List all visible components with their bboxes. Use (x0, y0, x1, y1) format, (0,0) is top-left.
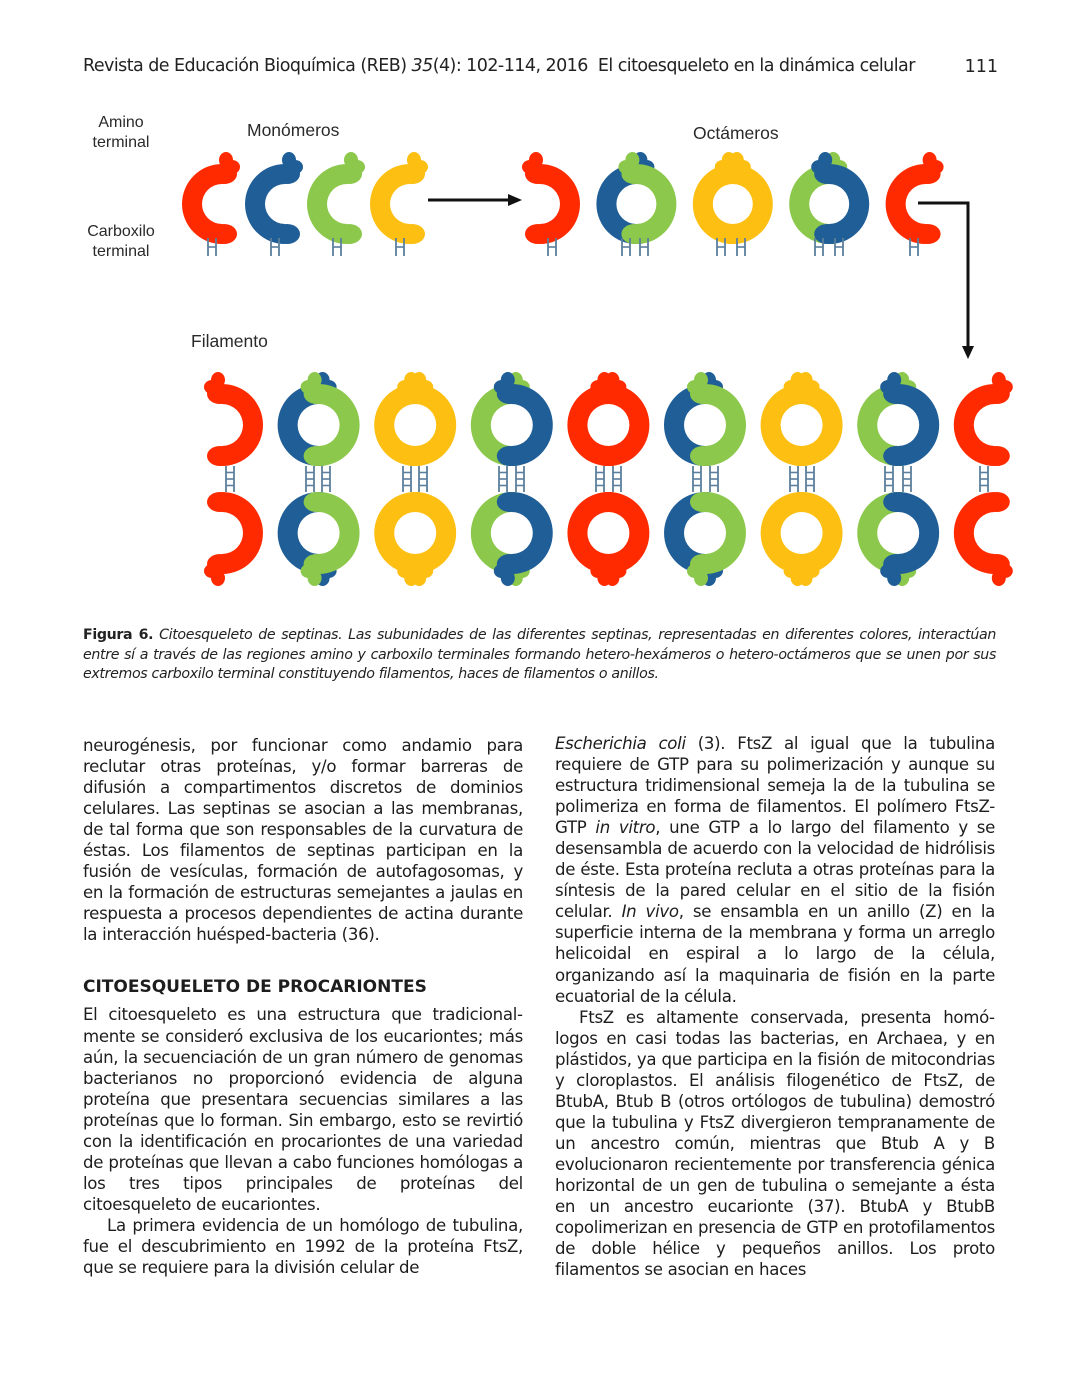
#1f5e96-septin-subunit (494, 372, 553, 466)
#fcbf12-septin-subunit (397, 372, 456, 466)
carboxyl-linker-icon (419, 466, 427, 492)
#1f5e96-septin-subunit (880, 492, 939, 586)
journal-name: Revista de Educación Bioquímica (REB) (83, 56, 412, 76)
section-heading: CITOESQUELETO DE PROCARIONTES (83, 977, 427, 998)
carboxyl-linker-icon (693, 466, 701, 492)
#ff2a00-septin-subunit (954, 492, 1013, 586)
journal-volume: 35 (411, 56, 433, 76)
#1f5e96-septin-subunit (880, 372, 939, 466)
right-p1-text-a: (3). FtsZ al igual que la tubulina requiere de GTP para su polimerización y aunque su estructura tridimensional semeja la de la tubulina se polimeriza en forma de filamentos. El polímero FtsZ-GTP (555, 734, 995, 838)
left-paragraph-2: El citoesqueleto es una estructura que tradicionalmente se consideró exclusiva de los eucariontes; más aún, la secuenciación de un gran número de genomas bacterianos no proporcionó evidencia de alguna proteína que presentara secuencias similares a las proteínas que lo forman. Sin embargo, esto se revirtió con la identificación en procariontes de una variedad de proteínas que llevan a cabo funciones homólogas a los tres tipos principales de proteínas del citoesqueleto de eucariontes. (83, 1005, 523, 1214)
in-vivo-term: In vivo (621, 902, 679, 922)
page-number: 111 (964, 57, 998, 77)
amino-label-line2: terminal (92, 134, 150, 151)
#ff2a00-septin-subunit (590, 492, 649, 586)
carboxyl-linker-icon (806, 466, 814, 492)
#8cc84b-septin-subunit (307, 152, 365, 244)
in-vitro-term: in vitro (595, 818, 656, 838)
#1f5e96-septin-subunit (245, 152, 303, 244)
carboxyl-linker-icon (980, 466, 988, 492)
monomeros-label: Monómeros (247, 120, 340, 140)
amino-label-line1: Amino (98, 114, 144, 131)
#8cc84b-septin-subunit (301, 372, 360, 466)
filamento-label: Filamento (191, 331, 268, 351)
left-column (83, 735, 523, 1278)
arrow-down-icon (962, 346, 974, 359)
caption-label: Figura 6. (83, 627, 154, 643)
right-p1-text-b: , une GTP a lo largo del filamento y se desensambla de acuerdo con la velocidad de hidrólisis de éste. Esta proteína recluta a otras proteínas para la síntesis de la pared celular en el sitio de la fisión celular. (555, 818, 996, 922)
carboxilo-label-line2: terminal (92, 243, 150, 260)
carboxilo-label-line1: Carboxilo (87, 223, 155, 240)
amino-terminal-label (82, 113, 160, 153)
carboxyl-linker-icon (903, 466, 911, 492)
caption-text: Citoesqueleto de septinas. Las subunidades de las diferentes septinas, representadas en diferentes colores, interactúan entre sí a través de las regiones amino y carboxilo terminales formando hetero-hexámeros o hetero-octámeros que se unen por sus extremos carboxilo terminal constituyendo filamentos, haces de filamentos o anillos. (83, 627, 996, 682)
running-title: El citoesqueleto en la dinámica celular (597, 56, 915, 76)
right-column (555, 733, 995, 1280)
arrow-right-icon (508, 194, 522, 206)
#ff2a00-septin-subunit (204, 492, 263, 586)
carboxyl-linker-icon (322, 466, 330, 492)
#ff2a00-septin-subunit (182, 152, 240, 244)
#8cc84b-septin-subunit (301, 492, 360, 586)
septin-diagram (0, 0, 1080, 600)
carboxyl-linker-icon (790, 466, 798, 492)
carboxyl-linker-icon (885, 466, 893, 492)
carboxyl-linker-icon (613, 466, 621, 492)
#fcbf12-septin-subunit (397, 492, 456, 586)
#ff2a00-septin-subunit (590, 372, 649, 466)
#ff2a00-septin-subunit (954, 372, 1013, 466)
#ff2a00-septin-subunit (204, 372, 263, 466)
#fcbf12-septin-subunit (784, 492, 843, 586)
#8cc84b-septin-subunit (618, 152, 676, 244)
carboxyl-linker-icon (596, 466, 604, 492)
#fcbf12-septin-subunit (370, 152, 428, 244)
right-paragraph-2: FtsZ es altamente conservada, presenta homólogos en casi todas las bacterias, en Archaea, y en plástidos, ya que participa en la fisión de mitocondrias y cloroplastos. El análisis filogenético de FtsZ, de BtubA, Btub B (otros ortólogos de tubulina) demostró que la tubulina y FtsZ divergieron tempranamente de un ancestro común, mientras que Btub A y B evolucionaron recientemente por transferencia génica horizontal de un gen de tubulina o semejante a ésta en un ancestro eucarionte (37). BtubA y BtubB copolimerizan en presencia de GTP en protofilamentos de doble hélice y pequeños anillos. Los proto filamentos se asocian en haces (555, 1007, 995, 1280)
journal-issue: (4): 102-114, 2016 (432, 56, 588, 76)
carboxyl-linker-icon (516, 466, 524, 492)
carboxyl-linker-icon (499, 466, 507, 492)
#fcbf12-septin-subunit (784, 372, 843, 466)
right-paragraph-1 (555, 733, 995, 1007)
figure-caption (83, 626, 996, 685)
#fcbf12-septin-subunit (715, 152, 773, 244)
octameros-label: Octámeros (693, 123, 779, 143)
#ff2a00-septin-subunit (886, 152, 944, 244)
right-p1-text-c: , se ensambla en un anillo (Z) en la superficie interna de la membrana y forma un arreglo helicoidal en espiral a lo largo de la célula, organizando así la maquinaria de fisión en la parte ecuatorial de la célula. (555, 902, 995, 1006)
carboxyl-linker-icon (226, 466, 234, 492)
carboxyl-linker-icon (403, 466, 411, 492)
#8cc84b-septin-subunit (687, 372, 746, 466)
figure-6 (0, 0, 1080, 600)
carboxilo-terminal-label (80, 222, 162, 262)
#ff2a00-septin-subunit (522, 152, 580, 244)
#8cc84b-septin-subunit (687, 492, 746, 586)
species-name: Escherichia coli (555, 734, 686, 753)
carboxyl-linker-icon (710, 466, 718, 492)
#1f5e96-septin-subunit (811, 152, 869, 244)
#1f5e96-septin-subunit (494, 492, 553, 586)
left-paragraph-1: neurogénesis, por funcionar como andamio para reclutar otras proteínas, y/o formar barreras de difusión a compartimentos discretos de dominios celulares. Las septinas se asocian a las membranas, de tal forma que son responsables de la curvatura de éstas. Los filamentos de septinas participan en la fusión de vesículas, formación de autofagosomas, y en la formación de estructuras semejantes a jaulas en respuesta a procesos dependientes de actina durante la interacción huésped-bacteria (36). (83, 736, 523, 945)
carboxyl-linker-icon (306, 466, 314, 492)
left-paragraph-3: La primera evidencia de un homólogo de tubulina, fue el descubrimiento en 1992 de la proteína FtsZ, que se requiere para la división celular de (83, 1215, 523, 1278)
